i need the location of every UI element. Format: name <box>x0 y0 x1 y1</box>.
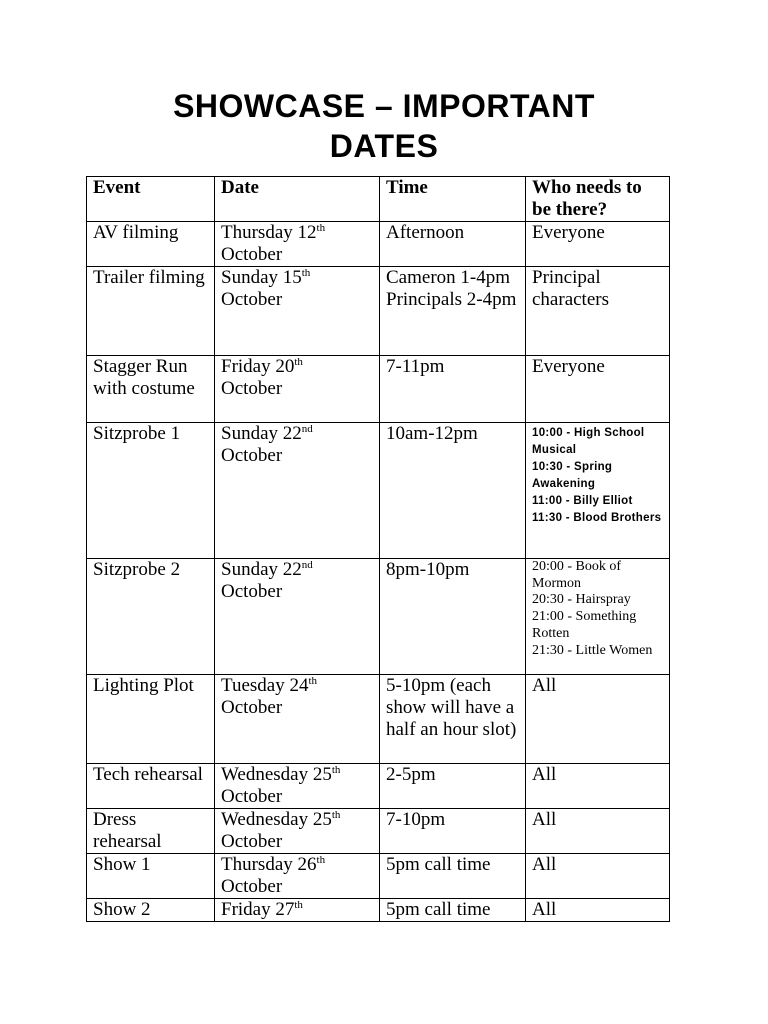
date-day-line <box>221 559 373 581</box>
date-day-line <box>221 222 373 244</box>
date-cell <box>215 356 380 423</box>
date-suffix: th <box>294 356 303 368</box>
event-cell: Trailer filming <box>87 267 215 356</box>
table-row <box>87 854 670 899</box>
date-day: Sunday 15 <box>221 267 302 288</box>
table-row <box>87 764 670 809</box>
time-cell: 5pm call time <box>380 854 526 899</box>
event-cell: Sitzprobe 2 <box>87 559 215 675</box>
slot-item: 21:30 - Little Women <box>532 642 653 658</box>
page-title-line-2: DATES <box>329 128 439 164</box>
date-day: Tuesday 24 <box>221 675 309 696</box>
date-day-line <box>221 675 373 697</box>
date-suffix: th <box>294 899 303 911</box>
who-cell: All <box>526 809 670 854</box>
event-cell: Sitzprobe 1 <box>87 423 215 559</box>
slot-item: 10:00 - High School Musical <box>532 427 645 456</box>
table-row <box>87 675 670 764</box>
who-cell: Everyone <box>526 356 670 423</box>
event-cell: Lighting Plot <box>87 675 215 764</box>
date-suffix: nd <box>301 559 313 571</box>
slot-item: 11:30 - Blood Brothers <box>532 512 662 524</box>
date-cell <box>215 559 380 675</box>
time-cell: 2-5pm <box>380 764 526 809</box>
time-cell: 10am-12pm <box>380 423 526 559</box>
header-who: Who needs to be there? <box>526 177 670 222</box>
date-day: Sunday 22 <box>221 423 302 444</box>
header-event: Event <box>87 177 215 222</box>
date-suffix: th <box>301 267 311 279</box>
date-day-line <box>221 356 373 378</box>
event-cell: Stagger Run with costume <box>87 356 215 423</box>
date-cell <box>215 675 380 764</box>
date-month: October <box>221 445 283 466</box>
date-cell <box>215 423 380 559</box>
slot-item: 11:00 - Billy Elliot <box>532 495 633 507</box>
date-suffix: th <box>316 854 326 866</box>
date-cell <box>215 854 380 899</box>
date-day-line <box>221 267 373 289</box>
slot-item: 20:30 - Hairspray <box>532 592 631 608</box>
important-dates-table <box>86 176 670 922</box>
event-cell: Dress rehearsal <box>87 809 215 854</box>
date-suffix: th <box>331 809 341 821</box>
time-cell: Afternoon <box>380 222 526 267</box>
table-row <box>87 899 670 922</box>
slots-cell <box>526 423 670 559</box>
slot-item: 20:00 - Book of Mormon <box>532 559 622 591</box>
table-row <box>87 423 670 559</box>
date-day-line <box>221 764 373 786</box>
who-cell: Principal characters <box>526 267 670 356</box>
date-suffix: th <box>331 764 341 776</box>
date-day-line <box>221 899 373 921</box>
date-month: October <box>221 378 283 399</box>
time-cell: 8pm-10pm <box>380 559 526 675</box>
date-day: Wednesday 25 <box>221 809 332 830</box>
date-cell <box>215 267 380 356</box>
date-month: October <box>221 831 283 852</box>
table-row <box>87 559 670 675</box>
slot-item: 10:30 - Spring Awakening <box>532 461 613 490</box>
date-cell <box>215 809 380 854</box>
date-day: Sunday 22 <box>221 559 302 580</box>
time-cell: 5-10pm (each show will have a half an hour slot) <box>380 675 526 764</box>
date-day: Thursday 12 <box>221 222 317 243</box>
header-date: Date <box>215 177 380 222</box>
event-cell: AV filming <box>87 222 215 267</box>
event-cell: Show 2 <box>87 899 215 922</box>
table-header-row <box>87 177 670 222</box>
page-title <box>90 86 678 166</box>
table-row <box>87 222 670 267</box>
time-cell: Cameron 1-4pm Principals 2-4pm <box>380 267 526 356</box>
date-cell <box>215 899 380 922</box>
date-month: October <box>221 244 283 265</box>
event-cell: Tech rehearsal <box>87 764 215 809</box>
header-time: Time <box>380 177 526 222</box>
date-cell <box>215 222 380 267</box>
who-cell: All <box>526 675 670 764</box>
date-day-line <box>221 809 373 831</box>
who-cell: Everyone <box>526 222 670 267</box>
date-month: October <box>221 289 283 310</box>
date-day-line <box>221 423 373 445</box>
date-month: October <box>221 876 283 897</box>
date-month: October <box>221 697 283 718</box>
time-cell: 5pm call time <box>380 899 526 922</box>
date-suffix: th <box>316 222 326 234</box>
page-title-line-1: SHOWCASE – IMPORTANT <box>173 88 595 124</box>
who-cell: All <box>526 854 670 899</box>
slot-item: 21:00 - Something Rotten <box>532 609 637 641</box>
date-day: Wednesday 25 <box>221 764 332 785</box>
table-row <box>87 809 670 854</box>
date-suffix: nd <box>301 423 313 435</box>
who-cell: All <box>526 764 670 809</box>
date-cell <box>215 764 380 809</box>
event-cell: Show 1 <box>87 854 215 899</box>
time-cell: 7-11pm <box>380 356 526 423</box>
date-day-line <box>221 854 373 876</box>
slots-cell <box>526 559 670 675</box>
date-month: October <box>221 581 283 602</box>
date-day: Thursday 26 <box>221 854 317 875</box>
date-day: Friday 27 <box>221 899 295 920</box>
table-row <box>87 356 670 423</box>
who-cell: All <box>526 899 670 922</box>
date-suffix: th <box>308 675 318 687</box>
table-row <box>87 267 670 356</box>
time-cell: 7-10pm <box>380 809 526 854</box>
date-month: October <box>221 786 283 807</box>
date-day: Friday 20 <box>221 356 295 377</box>
